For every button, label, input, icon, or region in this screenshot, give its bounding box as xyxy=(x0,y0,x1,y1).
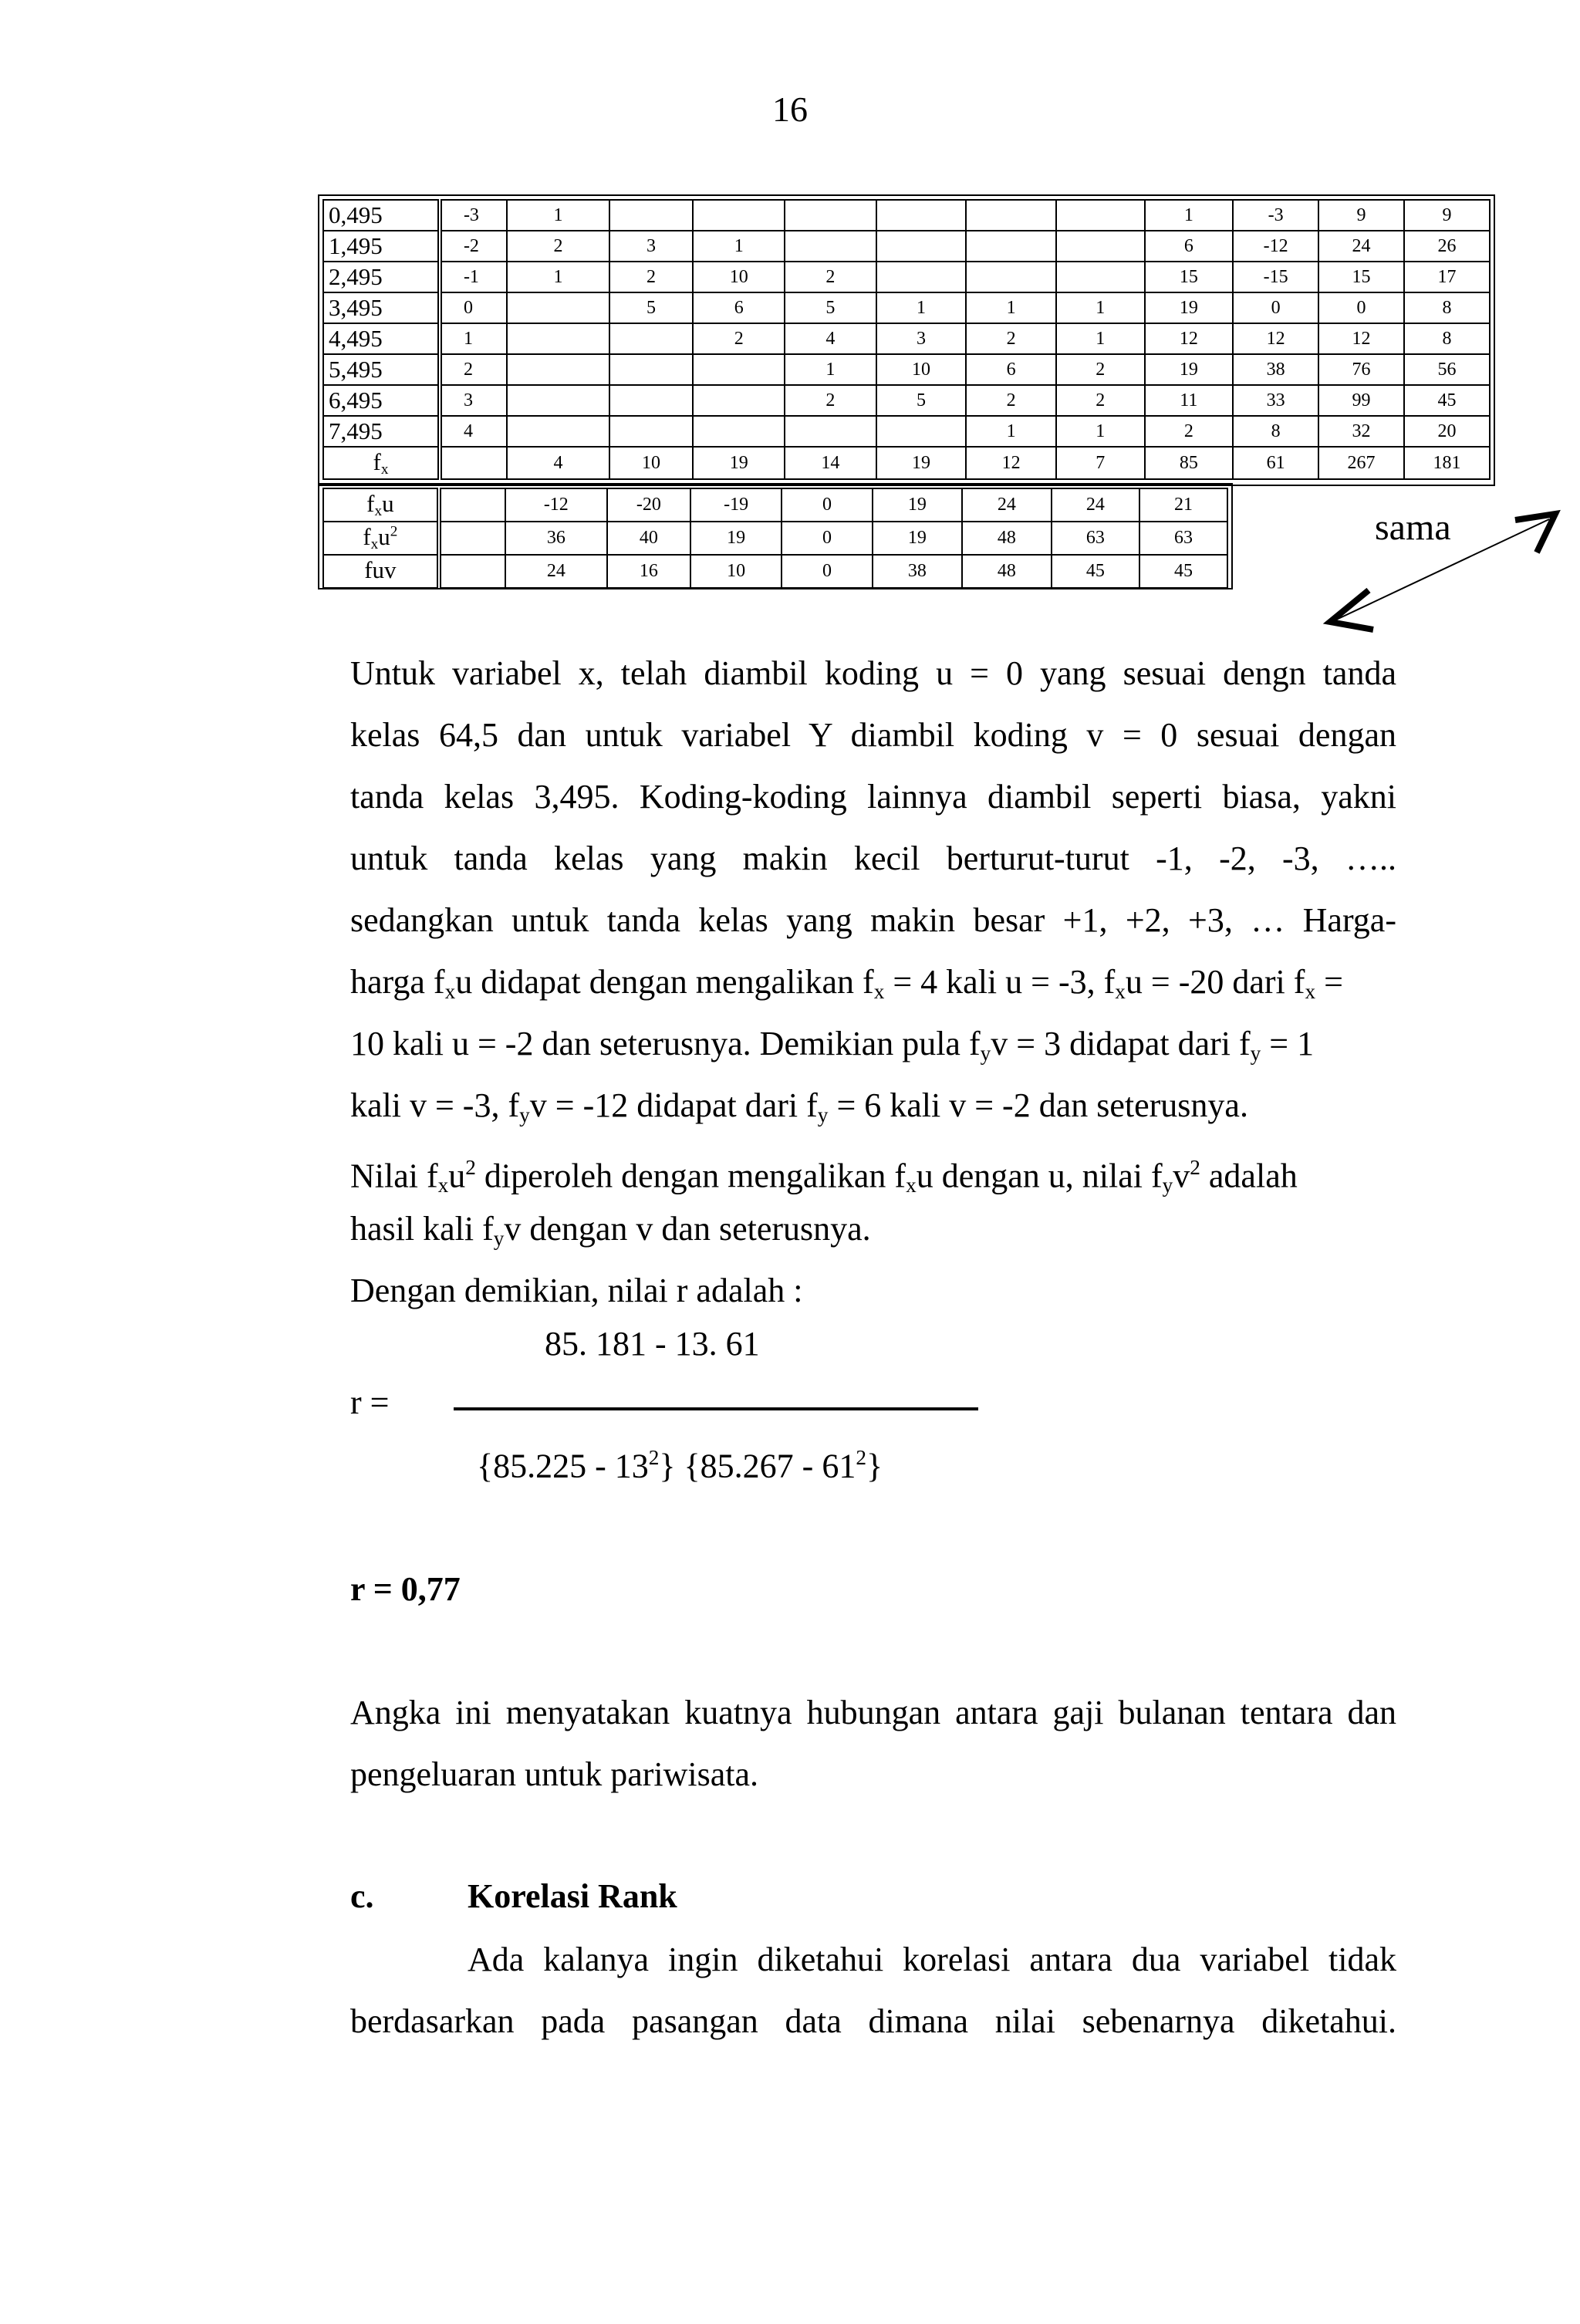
table-cell: -12 xyxy=(1233,231,1318,262)
table-cell: 9 xyxy=(1404,200,1490,231)
table-cell xyxy=(439,555,505,588)
table-cell: 2 xyxy=(966,385,1056,416)
correlation-table xyxy=(322,199,1491,480)
table-row xyxy=(323,522,1227,555)
formula-denominator: $\{85.225 - 13^2\}$ $\{85.267 - 61^2\}$ xyxy=(477,1446,883,1485)
table-cell: 45 xyxy=(1404,385,1490,416)
label-tail: u xyxy=(378,523,390,551)
text-line: Nilai $f_xu^2$ diperoleh dengan mengalikan $f_xu$ dengan u, nilai $f_yv^2$ adalah xyxy=(350,1156,1298,1197)
table-cell: 5 xyxy=(785,292,876,323)
v-code-cell: 1 xyxy=(440,323,507,354)
table-cell: 4 xyxy=(785,323,876,354)
table-cell xyxy=(966,262,1056,292)
row-label: 0,495 xyxy=(323,200,440,231)
table-cell: 61 xyxy=(1233,447,1318,479)
table-cell: 21 xyxy=(1139,488,1227,522)
table-cell: 1 xyxy=(1056,323,1145,354)
label-base: f xyxy=(366,490,375,518)
table-cell: 11 xyxy=(1145,385,1234,416)
table-row xyxy=(323,292,1490,323)
table-cell xyxy=(609,323,694,354)
table-cell: 19 xyxy=(690,522,782,555)
table-cell: 0 xyxy=(782,555,873,588)
table-cell xyxy=(609,416,694,447)
table-cell: 8 xyxy=(1404,292,1490,323)
table-cell: 45 xyxy=(1139,555,1227,588)
table-cell: 1 xyxy=(1145,200,1234,231)
text-line: Dengan demikian, nilai r adalah : xyxy=(350,1272,803,1309)
table-cell: 1 xyxy=(693,231,785,262)
correlation-table-bottom xyxy=(322,488,1228,589)
table-cell: 16 xyxy=(607,555,690,588)
formula-numerator: 85. 181 - 13. 61 xyxy=(545,1325,760,1363)
table-cell: 36 xyxy=(505,522,607,555)
table-cell: -20 xyxy=(607,488,690,522)
table-cell: 19 xyxy=(873,522,962,555)
v-code-cell: -2 xyxy=(440,231,507,262)
table-cell xyxy=(1056,262,1145,292)
table-cell xyxy=(693,200,785,231)
table-cell: 1 xyxy=(785,354,876,385)
formula-r-equals: r = xyxy=(350,1383,390,1421)
section-letter: c. xyxy=(350,1877,374,1915)
row-label: 4,495 xyxy=(323,323,440,354)
table-cell: 2 xyxy=(693,323,785,354)
table-row xyxy=(323,555,1227,588)
table-cell: 12 xyxy=(1145,323,1234,354)
table-cell: 24 xyxy=(505,555,607,588)
label-sub: x xyxy=(380,461,389,478)
table-cell: 2 xyxy=(1056,385,1145,416)
row-label: 1,495 xyxy=(323,231,440,262)
table-cell: 6 xyxy=(966,354,1056,385)
formula-result: r = 0,77 xyxy=(350,1570,461,1608)
table-cell xyxy=(966,200,1056,231)
table-cell: 8 xyxy=(1233,416,1318,447)
table-cell xyxy=(1056,231,1145,262)
table-cell: 1 xyxy=(1056,292,1145,323)
row-label: 5,495 xyxy=(323,354,440,385)
table-cell xyxy=(439,488,505,522)
table-cell: 4 xyxy=(507,447,609,479)
table-cell xyxy=(609,385,694,416)
row-label: 7,495 xyxy=(323,416,440,447)
table-cell: 48 xyxy=(962,522,1052,555)
text-line: hasil kali $f_yv$ dengan v dan seterusnya. xyxy=(350,1210,871,1250)
table-cell xyxy=(876,416,967,447)
table-cell xyxy=(439,522,505,555)
table-cell: 19 xyxy=(876,447,967,479)
table-cell xyxy=(785,200,876,231)
table-cell xyxy=(785,231,876,262)
table-cell: 8 xyxy=(1404,323,1490,354)
text-line: tanda kelas 3,495. Koding-koding lainnya diambil seperti biasa, yakni xyxy=(350,778,1396,816)
table-cell: 0 xyxy=(1318,292,1404,323)
table-cell: 6 xyxy=(693,292,785,323)
table-cell xyxy=(507,385,609,416)
table-cell xyxy=(693,416,785,447)
row-label: 6,495 xyxy=(323,385,440,416)
table-cell: 2 xyxy=(1145,416,1234,447)
table-row xyxy=(323,385,1490,416)
label-base: f xyxy=(363,523,371,551)
table-cell xyxy=(693,385,785,416)
label-sup: 2 xyxy=(390,523,398,540)
table-row xyxy=(323,488,1227,522)
table-cell: 10 xyxy=(693,262,785,292)
table-cell: 33 xyxy=(1233,385,1318,416)
row-label: 2,495 xyxy=(323,262,440,292)
table-cell: 20 xyxy=(1404,416,1490,447)
table-cell: 7 xyxy=(1056,447,1145,479)
label-base: fuv xyxy=(364,556,397,584)
table-cell: 24 xyxy=(1318,231,1404,262)
v-code-cell: 3 xyxy=(440,385,507,416)
table-cell: 0 xyxy=(782,522,873,555)
text-line: sedangkan untuk tanda kelas yang makin besar +1, +2, +3, … Harga- xyxy=(350,901,1396,939)
table-cell: 2 xyxy=(966,323,1056,354)
table-row xyxy=(323,262,1490,292)
table-cell xyxy=(440,447,507,479)
table-cell: 2 xyxy=(609,262,694,292)
table-cell: 56 xyxy=(1404,354,1490,385)
table-cell: 2 xyxy=(1056,354,1145,385)
table-cell: 1 xyxy=(507,200,609,231)
table-cell: 63 xyxy=(1139,522,1227,555)
table-cell: 0 xyxy=(1233,292,1318,323)
page-number: 16 xyxy=(772,90,808,129)
table-cell: 15 xyxy=(1145,262,1234,292)
table-cell: 10 xyxy=(876,354,967,385)
paragraph-coding-explanation xyxy=(350,643,1396,1322)
paragraph-conclusion xyxy=(350,1682,1396,1805)
text-line: Untuk variabel x, telah diambil koding u = 0 yang sesuai dengn tanda xyxy=(350,654,1396,692)
table-cell: 3 xyxy=(609,231,694,262)
table-cell: 2 xyxy=(785,385,876,416)
v-code-cell: -1 xyxy=(440,262,507,292)
table-cell: 1 xyxy=(1056,416,1145,447)
v-code-cell: 4 xyxy=(440,416,507,447)
text-line: kali v = -3, $f_yv = -12$ didapat dari $f_y = 6$ kali v = -2 dan seterusnya. xyxy=(350,1086,1248,1127)
fraction-bar xyxy=(454,1407,978,1410)
table-row xyxy=(323,323,1490,354)
text-line: kelas 64,5 dan untuk variabel Y diambil koding v = 0 sesuai dengan xyxy=(350,716,1396,754)
v-code-cell: 0 xyxy=(440,292,507,323)
table-cell: 267 xyxy=(1318,447,1404,479)
text-line: harga $f_xu$ didapat dengan mengalikan $f_x = 4$ kali u = -3, $f_xu = -20$ dari $f_x$ = xyxy=(350,963,1343,1003)
table-cell: 9 xyxy=(1318,200,1404,231)
v-code-cell: -3 xyxy=(440,200,507,231)
table-cell: -15 xyxy=(1233,262,1318,292)
text-line: Angka ini menyatakan kuatnya hubungan antara gaji bulanan tentara dan xyxy=(350,1694,1396,1731)
table-cell xyxy=(966,231,1056,262)
table-row xyxy=(323,354,1490,385)
table-cell: 38 xyxy=(873,555,962,588)
table-cell xyxy=(507,292,609,323)
v-code-cell: 2 xyxy=(440,354,507,385)
table-cell: -3 xyxy=(1233,200,1318,231)
text-line: 10 kali u = -2 dan seterusnya. Demikian pula $f_yv = 3$ didapat dari $f_y = 1$ xyxy=(350,1025,1315,1065)
table-cell: -19 xyxy=(690,488,782,522)
table-cell: 24 xyxy=(962,488,1052,522)
table-cell xyxy=(609,354,694,385)
row-label: 3,495 xyxy=(323,292,440,323)
table-cell: 5 xyxy=(609,292,694,323)
label-tail: u xyxy=(382,490,394,518)
table-cell: 6 xyxy=(1145,231,1234,262)
table-cell: 19 xyxy=(693,447,785,479)
table-cell: 24 xyxy=(1052,488,1139,522)
table-cell: 3 xyxy=(876,323,967,354)
table-row xyxy=(323,416,1490,447)
table-cell xyxy=(507,323,609,354)
table-cell: 181 xyxy=(1404,447,1490,479)
text-line: Ada kalanya ingin diketahui korelasi antara dua variabel tidak xyxy=(468,1941,1396,1978)
table-cell: -12 xyxy=(505,488,607,522)
table-cell: 19 xyxy=(1145,354,1234,385)
table-cell: 1 xyxy=(966,292,1056,323)
table-cell xyxy=(876,200,967,231)
table-cell: 14 xyxy=(785,447,876,479)
label-sub: x xyxy=(370,535,379,552)
table-cell: 63 xyxy=(1052,522,1139,555)
table-cell: 2 xyxy=(785,262,876,292)
table-cell: 38 xyxy=(1233,354,1318,385)
table-cell: 0 xyxy=(782,488,873,522)
table-cell: 17 xyxy=(1404,262,1490,292)
text-line: pengeluaran untuk pariwisata. xyxy=(350,1755,759,1793)
table-cell: 1 xyxy=(876,292,967,323)
table-cell: 76 xyxy=(1318,354,1404,385)
table-cell xyxy=(785,416,876,447)
row-label xyxy=(323,522,439,555)
label-sub: x xyxy=(374,502,383,519)
table-row xyxy=(323,231,1490,262)
table-cell: 40 xyxy=(607,522,690,555)
table-cell: 85 xyxy=(1145,447,1234,479)
text-line: berdasarkan pada pasangan data dimana nilai sebenarnya diketahui. xyxy=(350,2002,1396,2040)
label-base: f xyxy=(373,448,381,475)
paragraph-rank-intro xyxy=(350,1929,1396,2052)
table-cell: 48 xyxy=(962,555,1052,588)
table-cell xyxy=(507,416,609,447)
row-label xyxy=(323,447,440,479)
table-cell xyxy=(876,231,967,262)
table-cell: 99 xyxy=(1318,385,1404,416)
text-line: untuk tanda kelas yang makin kecil berturut-turut -1, -2, -3, ….. xyxy=(350,839,1396,877)
table-cell xyxy=(609,200,694,231)
table-cell xyxy=(693,354,785,385)
table-cell: 5 xyxy=(876,385,967,416)
section-title: Korelasi Rank xyxy=(468,1877,677,1915)
table-cell xyxy=(876,262,967,292)
table-cell: 19 xyxy=(873,488,962,522)
table-cell: 12 xyxy=(1318,323,1404,354)
table-cell: 12 xyxy=(1233,323,1318,354)
table-cell: 19 xyxy=(1145,292,1234,323)
table-cell: 26 xyxy=(1404,231,1490,262)
double-arrow-icon xyxy=(1312,494,1574,648)
table-cell: 45 xyxy=(1052,555,1139,588)
table-cell xyxy=(507,354,609,385)
table-cell: 10 xyxy=(609,447,694,479)
row-label xyxy=(323,555,439,588)
fx-row xyxy=(323,447,1490,479)
table-row xyxy=(323,200,1490,231)
table-cell: 10 xyxy=(690,555,782,588)
table-cell xyxy=(1056,200,1145,231)
table-cell: 12 xyxy=(966,447,1056,479)
table-cell: 1 xyxy=(507,262,609,292)
sama-annotation: sama xyxy=(1375,507,1451,548)
table-cell: 2 xyxy=(507,231,609,262)
table-cell: 1 xyxy=(966,416,1056,447)
row-label xyxy=(323,488,439,522)
table-cell: 32 xyxy=(1318,416,1404,447)
table-cell: 15 xyxy=(1318,262,1404,292)
